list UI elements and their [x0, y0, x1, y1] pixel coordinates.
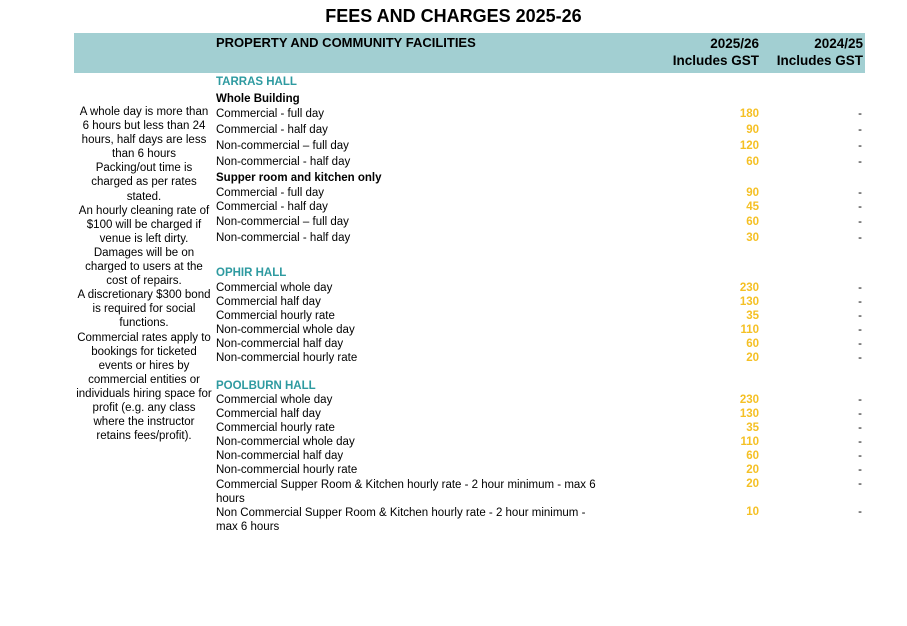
row-label: Commercial Supper Room & Kitchen hourly rate - 2 hour minimum - max 6 hours: [216, 479, 596, 505]
fee-2025-26: 180: [739, 108, 759, 120]
subsection-supper-room: Supper room and kitchen only: [216, 172, 382, 184]
row-label: Non-commercial hourly rate: [216, 464, 358, 476]
row-label: Commercial hourly rate: [216, 422, 335, 434]
row-label: Commercial hourly rate: [216, 310, 335, 322]
fee-2024-25: -: [858, 310, 862, 322]
row-label: Non-commercial half day: [216, 338, 344, 350]
fee-2025-26: 110: [740, 436, 759, 448]
fee-2025-26: 60: [746, 156, 759, 168]
fee-2025-26: 130: [739, 408, 759, 420]
fee-2024-25: -: [858, 187, 862, 199]
fee-2025-26: 35: [746, 422, 759, 434]
fee-2024-25: -: [858, 201, 862, 213]
fee-2024-25: -: [858, 422, 862, 434]
fee-2024-25: -: [858, 506, 862, 518]
fee-2024-25: -: [858, 156, 862, 168]
fee-2024-25: -: [858, 216, 862, 228]
fee-2025-26: 20: [746, 464, 759, 476]
row-label: Commercial half day: [216, 408, 321, 420]
row-label: Commercial - full day: [216, 187, 324, 199]
note-bond: A discretionary $300 bond is required for social functions.: [77, 289, 211, 330]
section-heading: PROPERTY AND COMMUNITY FACILITIES: [216, 35, 476, 50]
fee-2024-25: -: [858, 450, 862, 462]
section-title-ophir-hall: OPHIR HALL: [216, 267, 287, 279]
fee-2025-26: 60: [746, 216, 759, 228]
fee-2025-26: 60: [746, 338, 759, 350]
column-header-2025-26-gst: Includes GST: [672, 53, 759, 68]
fee-2025-26: 30: [746, 232, 759, 244]
fee-2025-26: 230: [739, 282, 759, 294]
notes-column: [76, 105, 212, 443]
fee-2025-26: 90: [746, 187, 759, 199]
note-cleaning-rate: An hourly cleaning rate of $100 will be charged if venue is left dirty.: [78, 204, 210, 245]
fee-2024-25: -: [858, 408, 862, 420]
page-title: FEES AND CHARGES 2025-26: [325, 6, 582, 26]
row-label: Non-commercial whole day: [216, 324, 355, 336]
row-label: Commercial - half day: [216, 124, 328, 136]
fee-2024-25: -: [858, 324, 862, 336]
fee-2024-25: -: [858, 140, 862, 152]
fee-2024-25: -: [858, 108, 862, 120]
fee-2025-26: 130: [739, 296, 759, 308]
fee-2025-26: 230: [739, 394, 759, 406]
fee-2024-25: -: [858, 282, 862, 294]
fee-2024-25: -: [858, 464, 862, 476]
fee-2024-25: -: [858, 352, 862, 364]
row-label: Non Commercial Supper Room & Kitchen hourly rate - 2 hour minimum - max 6 hours: [216, 507, 586, 533]
fee-2024-25: -: [858, 232, 862, 244]
subsection-whole-building: Whole Building: [216, 93, 300, 105]
column-header-2025-26: [673, 35, 759, 69]
fee-2025-26: 35: [746, 310, 759, 322]
column-header-2024-25-gst: Includes GST: [776, 53, 863, 68]
fee-2025-26: 10: [746, 506, 759, 518]
fee-2024-25: -: [858, 478, 862, 490]
fee-2024-25: -: [858, 436, 862, 448]
section-title-tarras-hall: TARRAS HALL: [216, 76, 297, 88]
fee-2024-25: -: [858, 296, 862, 308]
row-label: Non-commercial hourly rate: [216, 352, 358, 364]
row-label: Commercial - full day: [216, 108, 324, 120]
column-header-2024-25: [777, 35, 863, 69]
fee-2025-26: 120: [739, 140, 759, 152]
row-label: Non-commercial - half day: [216, 156, 351, 168]
fee-2025-26: 45: [746, 201, 759, 213]
row-label: Commercial whole day: [216, 394, 333, 406]
row-label: Non-commercial - half day: [216, 232, 351, 244]
section-title-poolburn-hall: POOLBURN HALL: [216, 380, 316, 392]
row-label: Commercial whole day: [216, 282, 333, 294]
note-damages: Damages will be on charged to users at the cost of repairs.: [85, 246, 203, 288]
fee-2024-25: -: [858, 394, 862, 406]
note-commercial-rates: Commercial rates apply to bookings for ticketed events or hires by commercial entities or individuals hiring space for profit (e.g. any class where the instructor retains fees/profit).: [76, 331, 212, 443]
fee-2025-26: 20: [746, 478, 759, 490]
fee-2024-25: -: [858, 124, 862, 136]
fee-2025-26: 60: [746, 450, 759, 462]
fee-2025-26: 20: [746, 352, 759, 364]
note-day-definition: A whole day is more than 6 hours but less than 24 hours, half days are less than 6 hours: [79, 106, 209, 161]
column-header-2024-25-year: 2024/25: [814, 36, 863, 51]
column-header-2025-26-year: 2025/26: [710, 36, 759, 51]
row-label: Non-commercial – full day: [216, 140, 349, 152]
row-label: Non-commercial – full day: [216, 216, 349, 228]
fee-2025-26: 110: [740, 324, 759, 336]
row-label: Non-commercial half day: [216, 450, 344, 462]
note-packing-time: Packing/out time is charged as per rates stated.: [91, 162, 197, 203]
row-label: Non-commercial whole day: [216, 436, 355, 448]
fee-2025-26: 90: [746, 124, 759, 136]
row-label: Commercial half day: [216, 296, 321, 308]
fee-2024-25: -: [858, 338, 862, 350]
row-label: Commercial - half day: [216, 201, 328, 213]
